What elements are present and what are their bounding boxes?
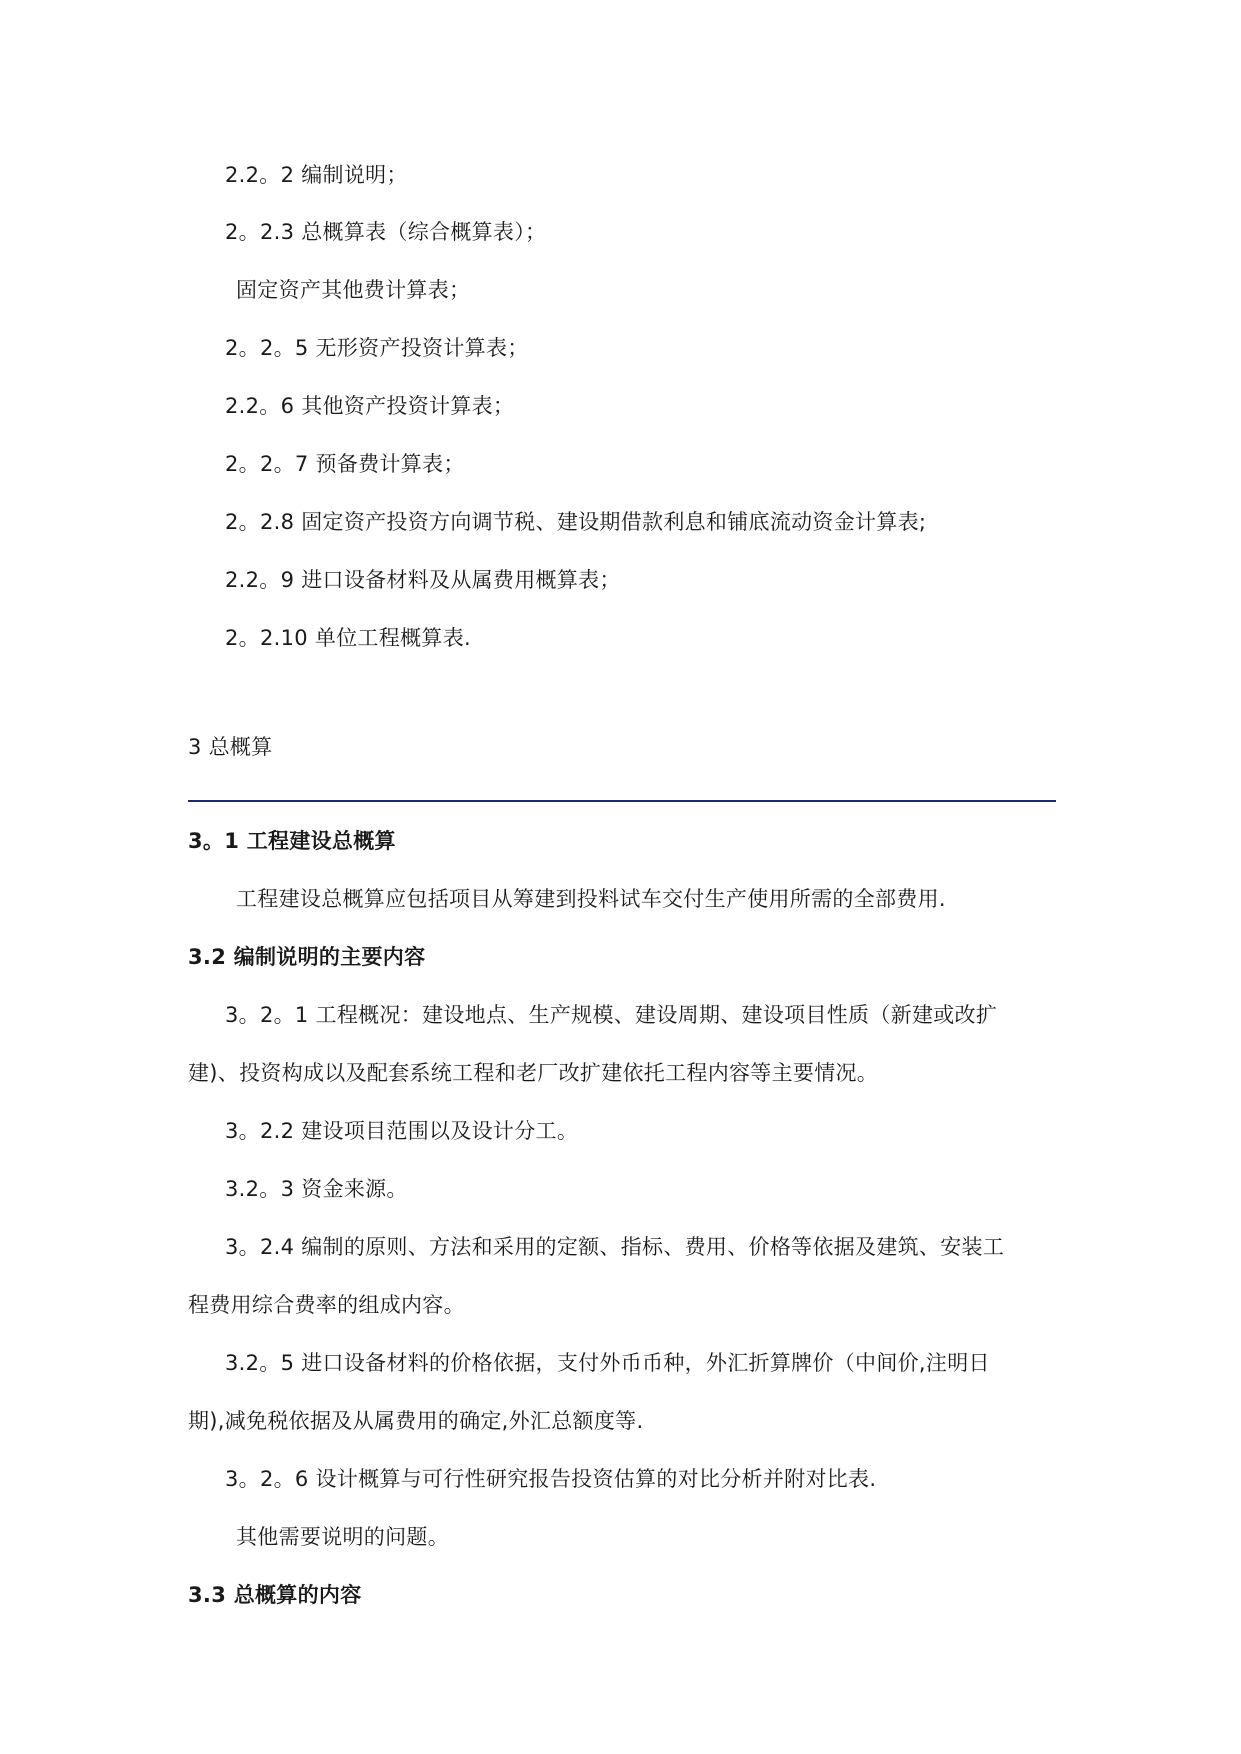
paragraph-3-2-3: 3.2。3 资金来源。 bbox=[225, 1177, 408, 1201]
paragraph-3-2-5-line1: 3.2。5 进口设备材料的价格依据，支付外币币种，外汇折算牌价（中间价,注明日 bbox=[225, 1351, 990, 1375]
heading-3-2: 3.2 编制说明的主要内容 bbox=[188, 945, 426, 969]
paragraph-3-2-4-line1: 3。2.4 编制的原则、方法和采用的定额、指标、费用、价格等依据及建筑、安装工 bbox=[225, 1235, 1005, 1259]
section-divider bbox=[188, 800, 1056, 802]
list-item-2-2-3: 2。2.3 总概算表（综合概算表）； bbox=[225, 220, 547, 244]
paragraph-3-2-2: 3。2.2 建设项目范围以及设计分工。 bbox=[225, 1119, 579, 1143]
paragraph-3-2-5-line2: 期),减免税依据及从属费用的确定,外汇总额度等. bbox=[188, 1409, 644, 1433]
list-item-2-2-10: 2。2.10 单位工程概算表. bbox=[225, 626, 471, 650]
list-item-fixed-asset-other-fees: 固定资产其他费计算表； bbox=[236, 278, 471, 302]
list-item-2-2-6: 2.2。6 其他资产投资计算表； bbox=[225, 394, 515, 418]
paragraph-other-issues: 其他需要说明的问题。 bbox=[236, 1525, 449, 1549]
heading-3-1: 3。1 工程建设总概算 bbox=[188, 829, 396, 853]
paragraph-3-2-4-line2: 程费用综合费率的组成内容。 bbox=[188, 1293, 465, 1317]
list-item-2-2-8: 2。2.8 固定资产投资方向调节税、建设期借款利息和铺底流动资金计算表; bbox=[225, 510, 927, 534]
paragraph-3-2-1-line1: 3。2。1 工程概况：建设地点、生产规模、建设周期、建设项目性质（新建或改扩 bbox=[225, 1003, 998, 1027]
paragraph-3-1: 工程建设总概算应包括项目从筹建到投料试车交付生产使用所需的全部费用. bbox=[236, 887, 946, 911]
list-item-2-2-2: 2.2。2 编制说明； bbox=[225, 163, 408, 187]
section-3-title: 3 总概算 bbox=[188, 735, 273, 759]
paragraph-3-2-6: 3。2。6 设计概算与可行性研究报告投资估算的对比分析并附对比表. bbox=[225, 1467, 877, 1491]
list-item-2-2-9: 2.2。9 进口设备材料及从属费用概算表； bbox=[225, 568, 621, 592]
heading-3-3: 3.3 总概算的内容 bbox=[188, 1583, 362, 1607]
list-item-2-2-7: 2。2。7 预备费计算表； bbox=[225, 452, 465, 476]
paragraph-3-2-1-line2: 建)、投资构成以及配套系统工程和老厂改扩建依托工程内容等主要情况。 bbox=[188, 1061, 879, 1085]
list-item-2-2-5: 2。2。5 无形资产投资计算表； bbox=[225, 336, 529, 360]
